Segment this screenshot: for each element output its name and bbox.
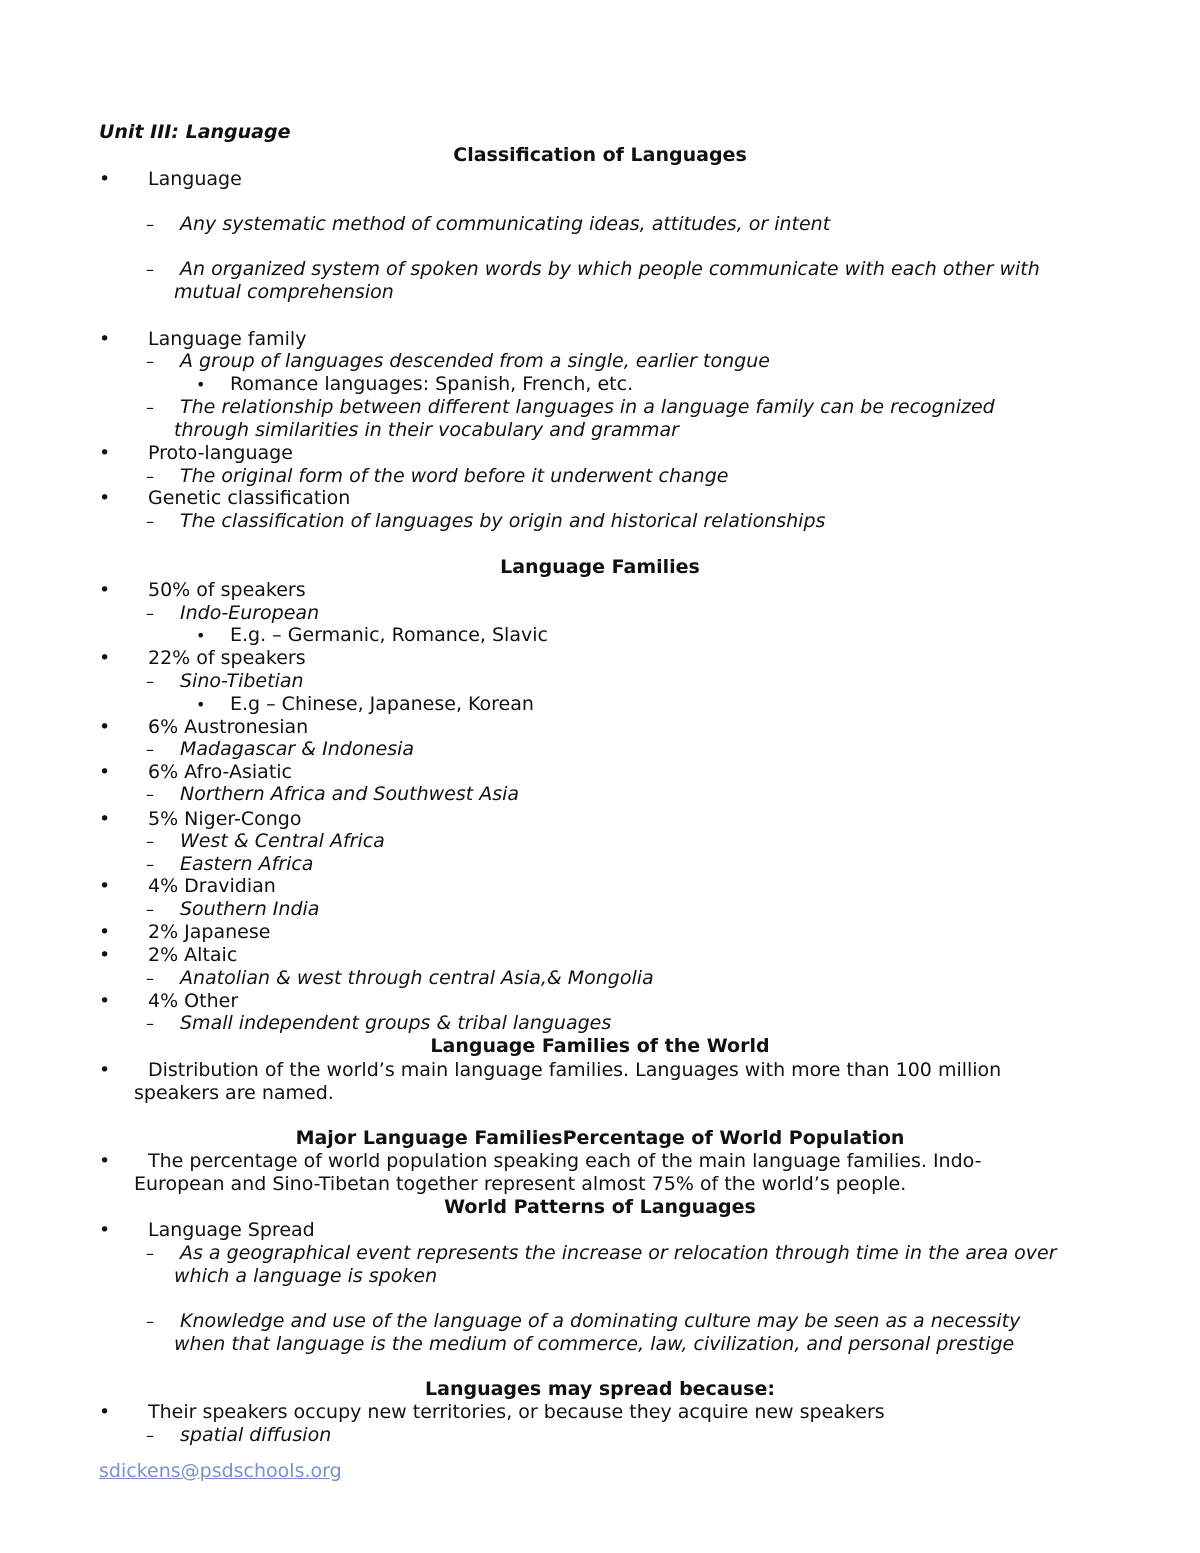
email-link[interactable]: sdickens@psdschools.org: [99, 1460, 342, 1482]
list-item-text: Romance languages: Spanish, French, etc.: [230, 373, 634, 395]
list-item-continuation: which a language is spoken: [174, 1265, 438, 1287]
list-item-text: 6% Afro-Asiatic: [148, 761, 292, 783]
bullet-marker: •: [99, 579, 111, 601]
list-item-text: Language family: [148, 328, 307, 350]
bullet-marker: •: [99, 875, 111, 897]
section-title-world-patterns: World Patterns of Languages: [444, 1196, 756, 1218]
section-title-language-families: Language Families: [500, 556, 700, 578]
dash-marker: –: [146, 398, 154, 417]
list-item-text: 6% Austronesian: [148, 716, 309, 738]
dash-marker: –: [146, 512, 154, 531]
bullet-marker: •: [196, 375, 206, 394]
bullet-marker: •: [99, 442, 111, 464]
dash-marker: –: [146, 672, 154, 691]
footer-email[interactable]: [99, 1460, 342, 1483]
list-item-text: As a geographical event represents the increase or relocation through time in the area over: [180, 1242, 1057, 1264]
dash-marker: –: [146, 900, 154, 919]
list-item-text: E.g. – Germanic, Romance, Slavic: [230, 624, 548, 646]
section-title-major-families: Major Language FamiliesPercentage of World Population: [295, 1127, 905, 1149]
section-title-families-world: Language Families of the World: [430, 1035, 770, 1057]
list-item-text: Anatolian & west through central Asia,& Mongolia: [180, 967, 654, 989]
dash-marker: –: [146, 740, 154, 759]
list-item-text: A group of languages descended from a single, earlier tongue: [180, 350, 770, 372]
list-item-text: West & Central Africa: [180, 830, 385, 852]
dash-marker: –: [146, 855, 154, 874]
list-item-text: Proto-language: [148, 442, 293, 464]
bullet-marker: •: [99, 1401, 111, 1423]
list-item-text: Northern Africa and Southwest Asia: [180, 783, 520, 805]
dash-marker: –: [146, 1312, 154, 1331]
bullet-marker: •: [99, 1219, 111, 1241]
list-item-text: 22% of speakers: [148, 647, 306, 669]
list-item-text: Sino-Tibetian: [180, 670, 304, 692]
list-item-text: Southern India: [180, 898, 320, 920]
list-item-text: Eastern Africa: [180, 853, 314, 875]
bullet-marker: •: [99, 990, 111, 1012]
bullet-marker: •: [99, 944, 111, 966]
dash-marker: –: [146, 1014, 154, 1033]
bullet-marker: •: [99, 487, 111, 509]
dash-marker: –: [146, 832, 154, 851]
list-item-continuation: speakers are named.: [134, 1082, 334, 1104]
list-item-text: Distribution of the world’s main language families. Languages with more than 100 million: [148, 1059, 1002, 1081]
bullet-marker: •: [99, 168, 111, 190]
list-item-text: 5% Niger-Congo: [148, 808, 302, 830]
list-item-text: spatial diffusion: [180, 1424, 332, 1446]
list-item-text: Knowledge and use of the language of a dominating culture may be seen as a necessity: [180, 1310, 1021, 1332]
bullet-marker: •: [99, 1059, 111, 1081]
list-item-continuation: through similarities in their vocabulary and grammar: [174, 419, 679, 441]
section-title-spread-because: Languages may spread because:: [425, 1378, 775, 1400]
list-item-text: Their speakers occupy new territories, or because they acquire new speakers: [148, 1401, 885, 1423]
dash-marker: –: [146, 467, 154, 486]
bullet-marker: •: [99, 647, 111, 669]
dash-marker: –: [146, 352, 154, 371]
list-item-text: The percentage of world population speaking each of the main language families. Indo-: [148, 1150, 982, 1172]
list-item-text: 50% of speakers: [148, 579, 306, 601]
dash-marker: –: [146, 969, 154, 988]
list-item-text: 2% Japanese: [148, 921, 271, 943]
list-item-text: Genetic classification: [148, 487, 351, 509]
list-item-text: Small independent groups & tribal languages: [180, 1012, 612, 1034]
list-item-text: Madagascar & Indonesia: [180, 738, 415, 760]
dash-marker: –: [146, 785, 154, 804]
dash-marker: –: [146, 1426, 154, 1445]
list-item-text: Any systematic method of communicating ideas, attitudes, or intent: [180, 213, 831, 235]
bullet-marker: •: [99, 1150, 111, 1172]
list-item-continuation: mutual comprehension: [174, 281, 394, 303]
unit-title: Unit III: Language: [99, 121, 291, 143]
dash-marker: –: [146, 215, 154, 234]
list-item-text: 4% Dravidian: [148, 875, 276, 897]
list-item-text: Indo-European: [180, 602, 320, 624]
section-title-classification: Classification of Languages: [453, 144, 747, 166]
list-item-text: The relationship between different languages in a language family can be recognized: [180, 396, 995, 418]
list-item-text: 4% Other: [148, 990, 239, 1012]
bullet-marker: •: [196, 695, 206, 714]
list-item-text: The classification of languages by origin and historical relationships: [180, 510, 826, 532]
list-item-text: Language Spread: [148, 1219, 315, 1241]
bullet-marker: •: [99, 716, 111, 738]
bullet-marker: •: [196, 626, 206, 645]
list-item-continuation: European and Sino-Tibetan together represent almost 75% of the world’s people.: [134, 1173, 907, 1195]
dash-marker: –: [146, 260, 154, 279]
dash-marker: –: [146, 604, 154, 623]
bullet-marker: •: [99, 328, 111, 350]
list-item-text: An organized system of spoken words by which people communicate with each other with: [180, 258, 1040, 280]
list-item-text: E.g – Chinese, Japanese, Korean: [230, 693, 534, 715]
bullet-marker: •: [99, 808, 111, 830]
bullet-marker: •: [99, 921, 111, 943]
list-item-continuation: when that language is the medium of commerce, law, civilization, and personal prestige: [174, 1333, 1015, 1355]
dash-marker: –: [146, 1244, 154, 1263]
list-item-text: The original form of the word before it underwent change: [180, 465, 729, 487]
list-item-text: Language: [148, 168, 242, 190]
list-item-text: 2% Altaic: [148, 944, 238, 966]
bullet-marker: •: [99, 761, 111, 783]
